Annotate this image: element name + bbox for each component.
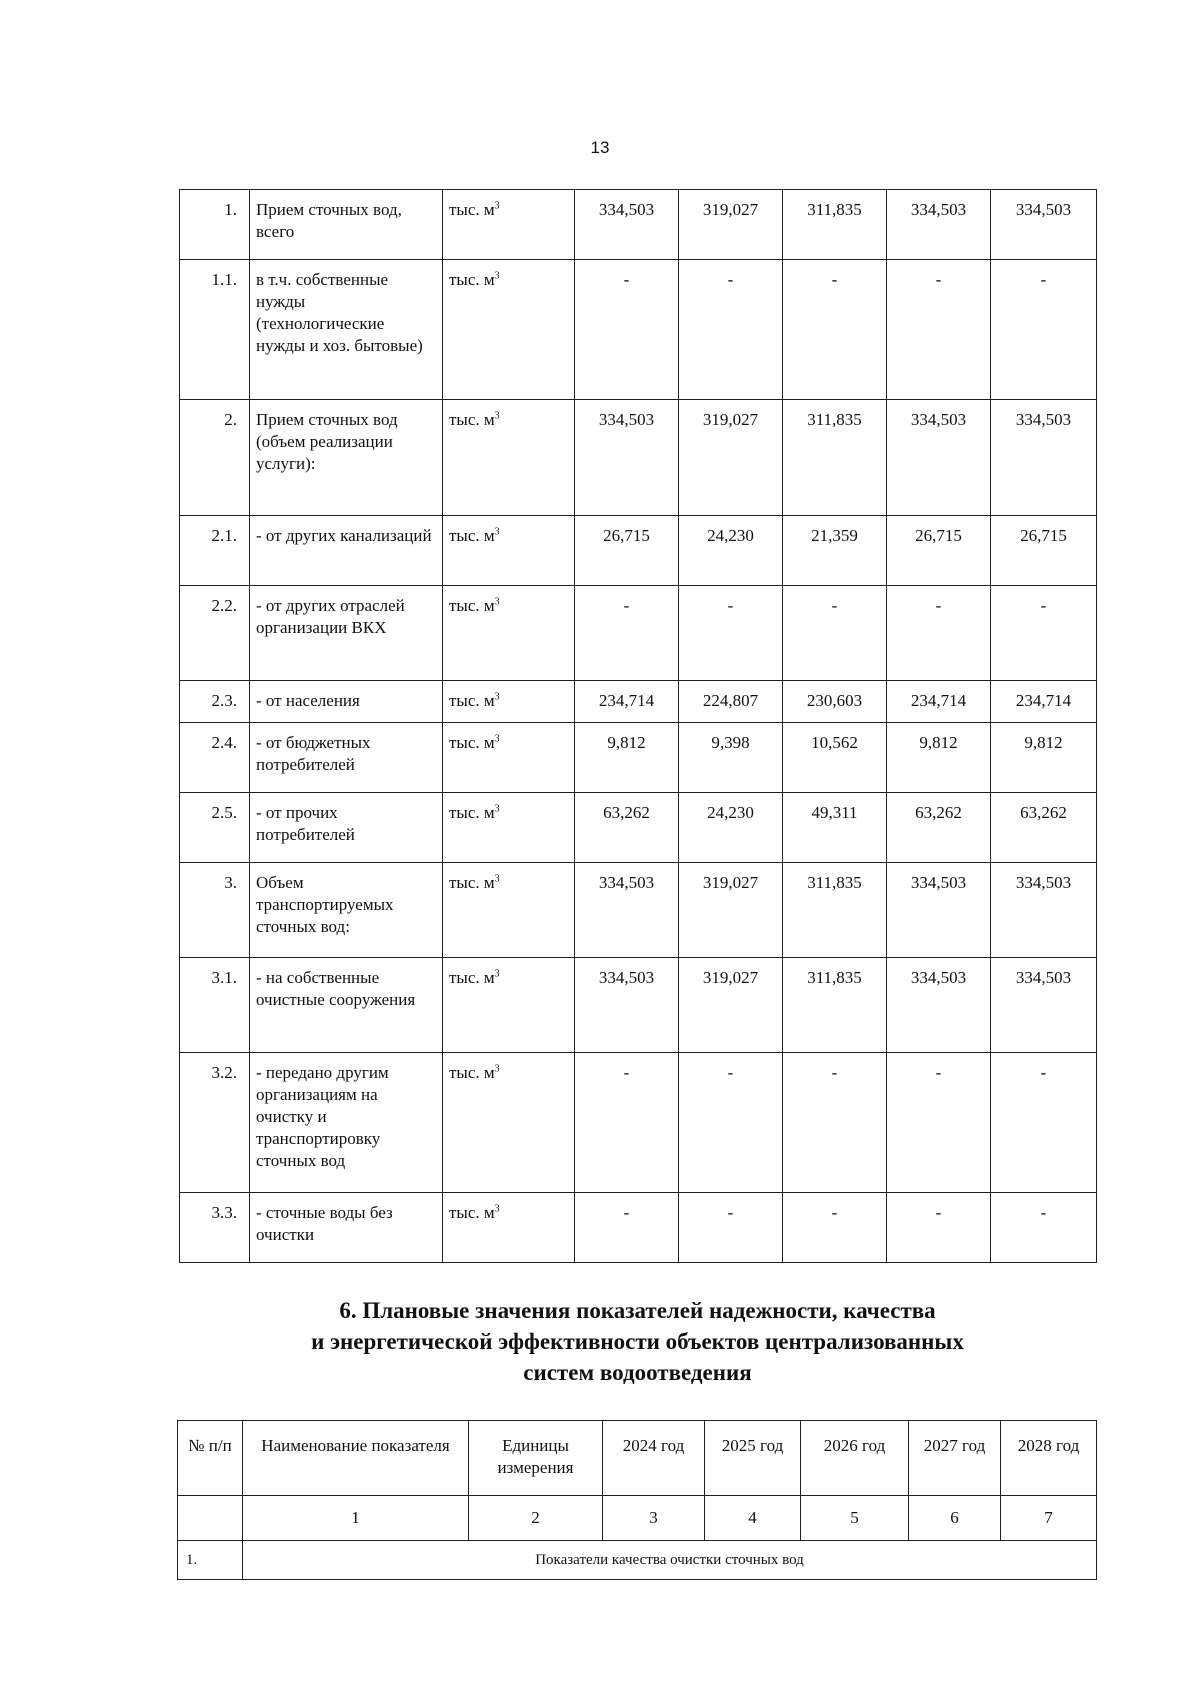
table-row [180,260,1097,400]
header-cell: 2026 год [801,1421,909,1496]
row-name: Прием сточных вод, всего [250,190,443,260]
value-cell: 319,027 [679,863,783,958]
value-cell: 49,311 [783,793,887,863]
value-cell: - [679,1193,783,1263]
value-cell: 9,812 [991,723,1097,793]
index-cell: 2 [469,1496,603,1541]
index-row [178,1496,1097,1541]
unit-superscript: 3 [494,596,500,608]
value-cell: - [575,260,679,400]
table-row [180,958,1097,1053]
row-name: - от других канализаций [250,516,443,586]
value-cell: - [887,1053,991,1193]
unit-text: тыс. м [449,1203,495,1222]
value-cell: 311,835 [783,400,887,516]
value-cell: - [575,1193,679,1263]
index-cell: 5 [801,1496,909,1541]
row-number: 3.2. [180,1053,250,1193]
row-name: - от населения [250,681,443,723]
value-cell: 24,230 [679,793,783,863]
section-row-number: 1. [178,1541,243,1580]
table-row [180,400,1097,516]
unit-superscript: 3 [494,733,500,745]
value-cell: - [887,586,991,681]
header-cell: Единицы измерения [469,1421,603,1496]
value-cell: - [783,1053,887,1193]
table-row [180,681,1097,723]
unit-text: тыс. м [449,733,495,752]
value-cell: 334,503 [575,400,679,516]
unit-text: тыс. м [449,270,495,289]
row-unit [443,863,575,958]
header-cell: № п/п [178,1421,243,1496]
value-cell: 230,603 [783,681,887,723]
row-unit [443,958,575,1053]
row-name: Объем транспортируемых сточных вод: [250,863,443,958]
row-number: 3.3. [180,1193,250,1263]
value-cell: 311,835 [783,863,887,958]
row-number: 2.1. [180,516,250,586]
value-cell: 311,835 [783,958,887,1053]
header-cell: Наименование показателя [243,1421,469,1496]
row-unit [443,190,575,260]
unit-superscript: 3 [494,200,500,212]
unit-superscript: 3 [494,410,500,422]
section-title [179,1295,1096,1388]
row-number: 2. [180,400,250,516]
table-row [180,516,1097,586]
unit-text: тыс. м [449,1063,495,1082]
row-unit [443,1193,575,1263]
value-cell: 319,027 [679,400,783,516]
unit-superscript: 3 [494,526,500,538]
row-unit [443,793,575,863]
value-cell: - [991,1053,1097,1193]
value-cell: 63,262 [575,793,679,863]
value-cell: - [887,260,991,400]
unit-text: тыс. м [449,968,495,987]
unit-text: тыс. м [449,526,495,545]
value-cell: - [679,1053,783,1193]
header-cell: 2027 год [909,1421,1001,1496]
unit-text: тыс. м [449,691,495,710]
value-cell: - [783,1193,887,1263]
value-cell: 26,715 [575,516,679,586]
value-cell: - [991,1193,1097,1263]
value-cell: 26,715 [991,516,1097,586]
value-cell: 334,503 [991,958,1097,1053]
index-cell: 3 [603,1496,705,1541]
value-cell: 9,812 [575,723,679,793]
index-cell: 4 [705,1496,801,1541]
value-cell: 234,714 [575,681,679,723]
row-unit [443,516,575,586]
value-cell: 334,503 [991,400,1097,516]
unit-text: тыс. м [449,200,495,219]
table-row [180,586,1097,681]
value-cell: - [887,1193,991,1263]
row-number: 2.3. [180,681,250,723]
value-cell: - [679,586,783,681]
value-cell: - [575,586,679,681]
row-name: Прием сточных вод (объем реализации услуги): [250,400,443,516]
value-cell: - [679,260,783,400]
row-name: - сточные воды без очистки [250,1193,443,1263]
row-name: - от прочих потребителей [250,793,443,863]
header-cell: 2025 год [705,1421,801,1496]
value-cell: - [575,1053,679,1193]
index-cell: 6 [909,1496,1001,1541]
section-title-line-1: 6. Плановые значения показателей надежности, качества [339,1298,936,1323]
value-cell: 63,262 [887,793,991,863]
value-cell: 21,359 [783,516,887,586]
row-number: 2.2. [180,586,250,681]
row-name: - передано другим организациям на очистку и транспортировку сточных вод [250,1053,443,1193]
row-number: 3. [180,863,250,958]
row-name: - на собственные очистные сооружения [250,958,443,1053]
row-unit [443,723,575,793]
value-cell: 24,230 [679,516,783,586]
row-unit [443,1053,575,1193]
value-cell: - [783,260,887,400]
section-row [178,1541,1097,1580]
unit-superscript: 3 [494,968,500,980]
index-cell: 7 [1001,1496,1097,1541]
row-number: 2.4. [180,723,250,793]
section-row-text: Показатели качества очистки сточных вод [243,1541,1097,1580]
index-cell [178,1496,243,1541]
value-cell: - [783,586,887,681]
unit-superscript: 3 [494,270,500,282]
row-name: - от других отраслей организации ВКХ [250,586,443,681]
unit-superscript: 3 [494,1063,500,1075]
value-cell: 334,503 [887,190,991,260]
unit-text: тыс. м [449,803,495,822]
unit-superscript: 3 [494,1203,500,1215]
table-row [180,723,1097,793]
value-cell: 319,027 [679,958,783,1053]
unit-text: тыс. м [449,873,495,892]
value-cell: 334,503 [887,863,991,958]
unit-text: тыс. м [449,410,495,429]
water-volume-table [179,189,1097,1263]
value-cell: 9,398 [679,723,783,793]
unit-superscript: 3 [494,873,500,885]
unit-text: тыс. м [449,596,495,615]
row-number: 3.1. [180,958,250,1053]
row-unit [443,400,575,516]
value-cell: 63,262 [991,793,1097,863]
row-unit [443,260,575,400]
value-cell: 334,503 [887,958,991,1053]
row-unit [443,586,575,681]
value-cell: 10,562 [783,723,887,793]
value-cell: 334,503 [991,190,1097,260]
value-cell: 224,807 [679,681,783,723]
value-cell: 334,503 [575,190,679,260]
row-name: - от бюджетных потребителей [250,723,443,793]
value-cell: 9,812 [887,723,991,793]
unit-superscript: 3 [494,803,500,815]
table-row [180,863,1097,958]
unit-superscript: 3 [494,691,500,703]
section-title-line-2: и энергетической эффективности объектов централизованных [311,1329,964,1354]
row-number: 1. [180,190,250,260]
header-cell: 2028 год [1001,1421,1097,1496]
header-cell: 2024 год [603,1421,705,1496]
table-row [180,190,1097,260]
page-number: 13 [590,138,610,157]
value-cell: 26,715 [887,516,991,586]
value-cell: 234,714 [991,681,1097,723]
value-cell: - [991,260,1097,400]
value-cell: 234,714 [887,681,991,723]
value-cell: - [991,586,1097,681]
row-number: 2.5. [180,793,250,863]
index-cell: 1 [243,1496,469,1541]
table-row [180,793,1097,863]
row-number: 1.1. [180,260,250,400]
row-unit [443,681,575,723]
table-row [180,1053,1097,1193]
row-name: в т.ч. собственные нужды (технологические нужды и хоз. бытовые) [250,260,443,400]
value-cell: 334,503 [575,863,679,958]
value-cell: 334,503 [991,863,1097,958]
value-cell: 334,503 [575,958,679,1053]
section-title-line-3: систем водоотведения [523,1360,752,1385]
table-row [180,1193,1097,1263]
value-cell: 334,503 [887,400,991,516]
value-cell: 311,835 [783,190,887,260]
value-cell: 319,027 [679,190,783,260]
indicators-table [177,1420,1097,1580]
